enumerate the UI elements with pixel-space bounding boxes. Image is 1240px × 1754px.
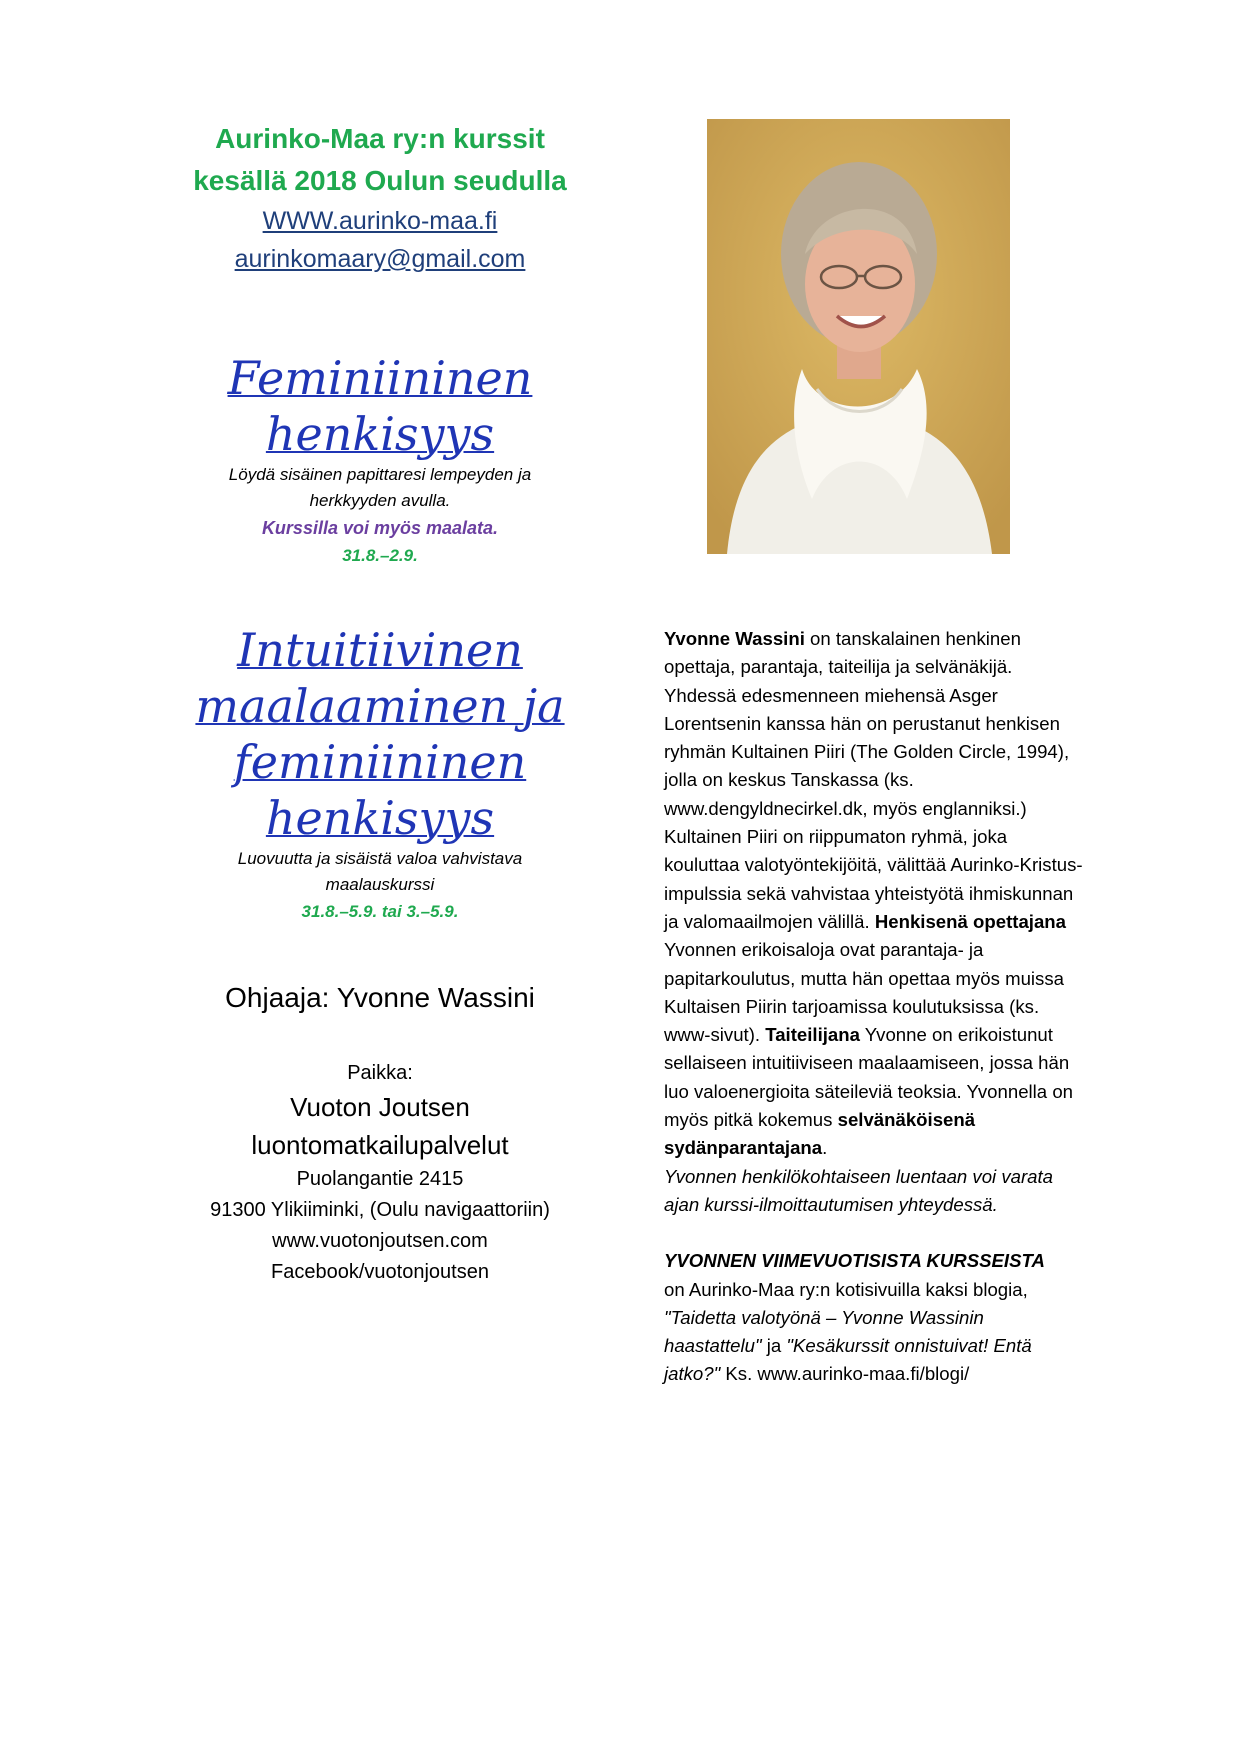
venue-name-line2: luontomatkailupalvelut: [251, 1130, 509, 1160]
header: [170, 118, 590, 278]
course1-title-line1[interactable]: Feminiininen: [227, 351, 533, 405]
previous-text3: Ks. www.aurinko-maa.fi/blogi/: [720, 1363, 970, 1385]
course2: [170, 622, 590, 926]
venue-web: www.vuotonjoutsen.com: [272, 1230, 488, 1252]
email-link[interactable]: aurinkomaary@gmail.com: [234, 245, 526, 273]
bio-name: Yvonne Wassini: [664, 628, 805, 649]
course2-desc-line1: Luovuutta ja sisäistä valoa vahvistava: [237, 849, 523, 868]
course2-title-line1[interactable]: Intuitiivinen: [237, 623, 523, 677]
instructor: Ohjaaja: Yvonne Wassini: [225, 982, 535, 1013]
bio-lecture-note: [664, 1163, 1084, 1220]
course2-dates: 31.8.–5.9. tai 3.–5.9.: [301, 902, 459, 921]
previous-courses: [664, 1247, 1084, 1388]
bio-teacher-text: Yvonnen erikoisaloja ovat parantaja- ja papitarkoulutus, mutta hän opettaa myös muissa Kultaisen Piirin tarjoamissa koulutuksissa (ks. www-sivut).: [664, 939, 1064, 1046]
bio-artist-text: Yvonne on erikoistunut sellaiseen intuitiiviseen maalaamiseen, jossa hän luo valoenergioita säteileviä teoksia. Yvonnella on myös pitkä kokemus: [664, 1024, 1073, 1131]
venue-address: Puolangantie 2415: [296, 1168, 464, 1190]
previous-text1: on Aurinko-Maa ry:n kotisivuilla kaksi blogia,: [664, 1278, 1028, 1300]
header-title-line1: Aurinko-Maa ry:n kurssit: [215, 123, 545, 154]
course2-desc-line2: maalauskurssi: [325, 875, 435, 894]
course2-title-line3[interactable]: feminiininen: [233, 735, 527, 789]
bio-artist-label: Taiteilijana: [765, 1024, 860, 1046]
course1-title-line2[interactable]: henkisyys: [265, 407, 495, 461]
previous-text2: ja: [761, 1335, 787, 1357]
venue-city: 91300 Ylikiiminki, (Oulu navigaattoriin): [210, 1199, 550, 1221]
course1: [170, 350, 590, 570]
bio-teacher-label: Henkisenä opettajana: [874, 910, 1066, 932]
venue-label: Paikka:: [347, 1062, 413, 1084]
previous-blog2[interactable]: "Kesäkurssit onnistuivat! Entä jatko?": [664, 1335, 1032, 1385]
bio-column: [664, 625, 1084, 1389]
website-link[interactable]: WWW.aurinko-maa.fi: [262, 207, 498, 235]
course1-desc-line2: herkkyyden avulla.: [309, 491, 451, 510]
bio-healer-end: .: [822, 1137, 828, 1159]
header-title-line2: kesällä 2018 Oulun seudulla: [193, 165, 567, 196]
venue-name-line1: Vuoton Joutsen: [290, 1092, 470, 1122]
course2-title-line4[interactable]: henkisyys: [265, 791, 495, 845]
previous-blog1[interactable]: "Taidetta valotyönä – Yvonne Wassinin haastattelu": [664, 1306, 984, 1357]
course1-desc-line1: Löydä sisäinen papittaresi lempeyden ja: [228, 465, 532, 484]
course1-dates: 31.8.–2.9.: [342, 546, 418, 565]
bio-healer-label: selvänäköisenä sydänparantajana: [664, 1109, 976, 1159]
portrait-photo: [707, 119, 1010, 554]
previous-heading: YVONNEN VIIMEVUOTISISTA KURSSEISTA: [664, 1250, 1045, 1272]
venue: [170, 1058, 590, 1288]
venue-facebook: Facebook/vuotonjoutsen: [271, 1261, 489, 1283]
bio-lecture-note-text: Yvonnen henkilökohtaiseen luentaan voi varata ajan kurssi-ilmoittautumisen yhteydessä.: [664, 1165, 1054, 1215]
bio-intro: on tanskalainen henkinen opettaja, parantaja, taiteilija ja selvänäkijä. Yhdessä edesmenneen miehensä Asger Lorentsenin kanssa hän on perustanut henkisen ryhmän Kultainen Piiri (The Golden Circle, 1994), jolla on keskus Tanskassa (ks. www.dengyldnecirkel.dk, myös englanniksi.) Kultainen Piiri on riippumaton ryhmä, joka kouluttaa valotyöntekijöitä, välittää Aurinko-Kristus-impulssia sekä vahvistaa yhteistyötä ihmiskunnan ja valomaailmojen välillä.: [664, 628, 1083, 932]
course1-note: Kurssilla voi myös maalata.: [261, 518, 499, 538]
course2-title-line2[interactable]: maalaaminen ja: [195, 679, 565, 733]
bio-paragraph: [664, 625, 1084, 1163]
portrait-illustration: [707, 119, 1010, 554]
